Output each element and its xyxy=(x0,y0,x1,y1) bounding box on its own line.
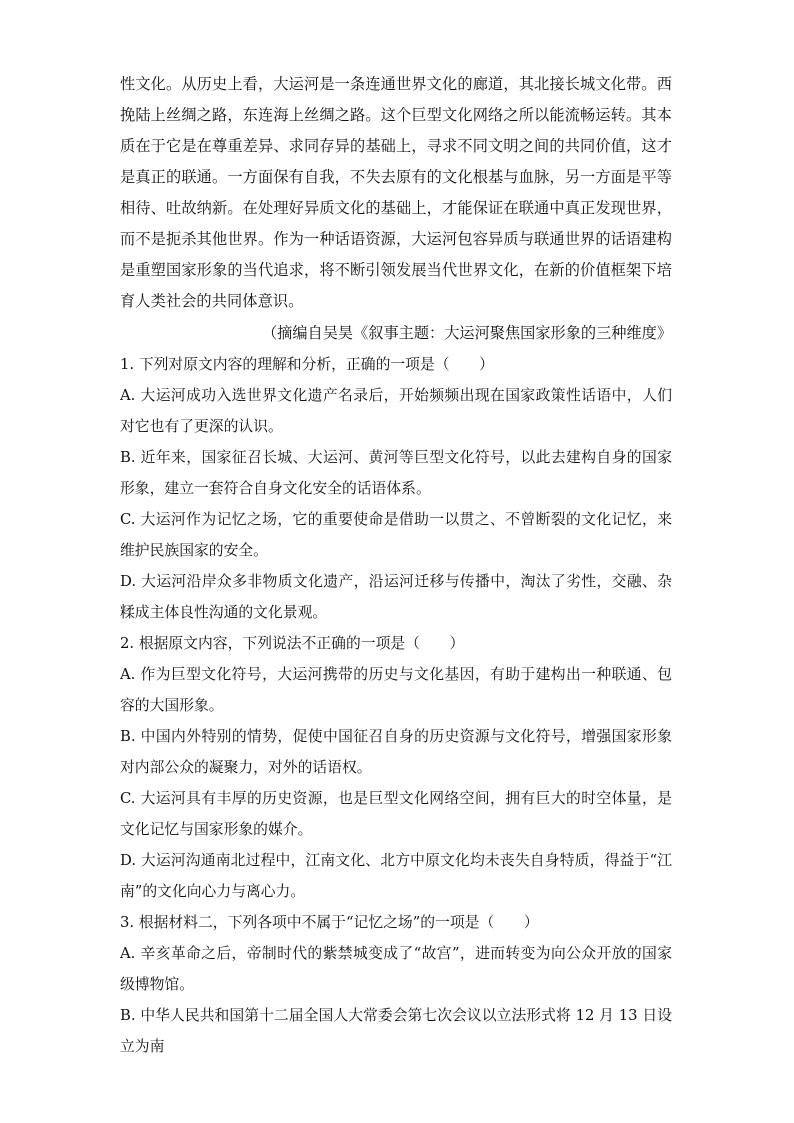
question-1-option-b: B. 近年来，国家征召长城、大运河、黄河等巨型文化符号，以此去建构自身的国家形象，建立一套符合自身文化安全的话语体系。 xyxy=(120,449,672,497)
question-2-option-a: A. 作为巨型文化符号，大运河携带的历史与文化基因，有助于建构出一种联通、包容的大国形象。 xyxy=(120,666,672,714)
question-2-option-d: D. 大运河沟通南北过程中，江南文化、北方中原文化均未丧失自身特质，得益于“江南”的文化向心力与离心力。 xyxy=(120,852,672,900)
question-2-stem: 2. 根据原文内容，下列说法不正确的一项是（ ） xyxy=(120,635,465,652)
passage-source: （摘编自吴昊《叙事主题：大运河聚焦国家形象的三种维度》 xyxy=(261,324,672,342)
question-1-stem: 1. 下列对原文内容的理解和分析，正确的一项是（ ） xyxy=(120,356,494,373)
question-3-stem: 3. 根据材料二，下列各项中不属于“记忆之场”的一项是（ ） xyxy=(120,914,539,931)
question-3-option-b: B. 中华人民共和国第十二届全国人大常委会第七次会议以立法形式将 12 月 13 日设立为南 xyxy=(120,1007,672,1055)
question-3-option-a: A. 辛亥革命之后，帝制时代的紫禁城变成了“故宫”，进而转变为向公众开放的国家级博物馆。 xyxy=(120,945,672,993)
question-1-option-c: C. 大运河作为记忆之场，它的重要使命是借助一以贯之、不曾断裂的文化记忆，来维护民族国家的安全。 xyxy=(120,511,672,559)
question-1-option-a: A. 大运河成功入选世界文化遗产名录后，开始频频出现在国家政策性话语中，人们对它也有了更深的认识。 xyxy=(120,387,672,435)
passage-paragraph: 性文化。从历史上看，大运河是一条连通世界文化的廊道，其北接长城文化带。西挽陆上丝绸之路，东连海上丝绸之路。这个巨型文化网络之所以能流畅运转。其本质在于它是在尊重差异、求同存异的基础上，寻求不同文明之间的共同价值，这才是真正的联通。一方面保有自我，不失去原有的文化根基与血脉，另一方面是平等相待、吐故纳新。在处理好异质文化的基础上，才能保证在联通中真正发现世界，而不是扼杀其他世界。作为一种话语资源，大运河包容异质与联通世界的话语建构是重塑国家形象的当代追求，将不断引领发展当代世界文化，在新的价值框架下培育人类社会的共同体意识。 xyxy=(120,75,672,310)
question-2-option-c: C. 大运河具有丰厚的历史资源，也是巨型文化网络空间，拥有巨大的时空体量，是文化记忆与国家形象的媒介。 xyxy=(120,790,672,838)
question-2-option-b: B. 中国内外特别的情势，促使中国征召自身的历史资源与文化符号，增强国家形象对内部公众的凝聚力，对外的话语权。 xyxy=(120,728,672,776)
question-1-option-d: D. 大运河沿岸众多非物质文化遗产，沿运河迁移与传播中，淘汰了劣性，交融、杂糅成主体良性沟通的文化景观。 xyxy=(120,573,672,621)
